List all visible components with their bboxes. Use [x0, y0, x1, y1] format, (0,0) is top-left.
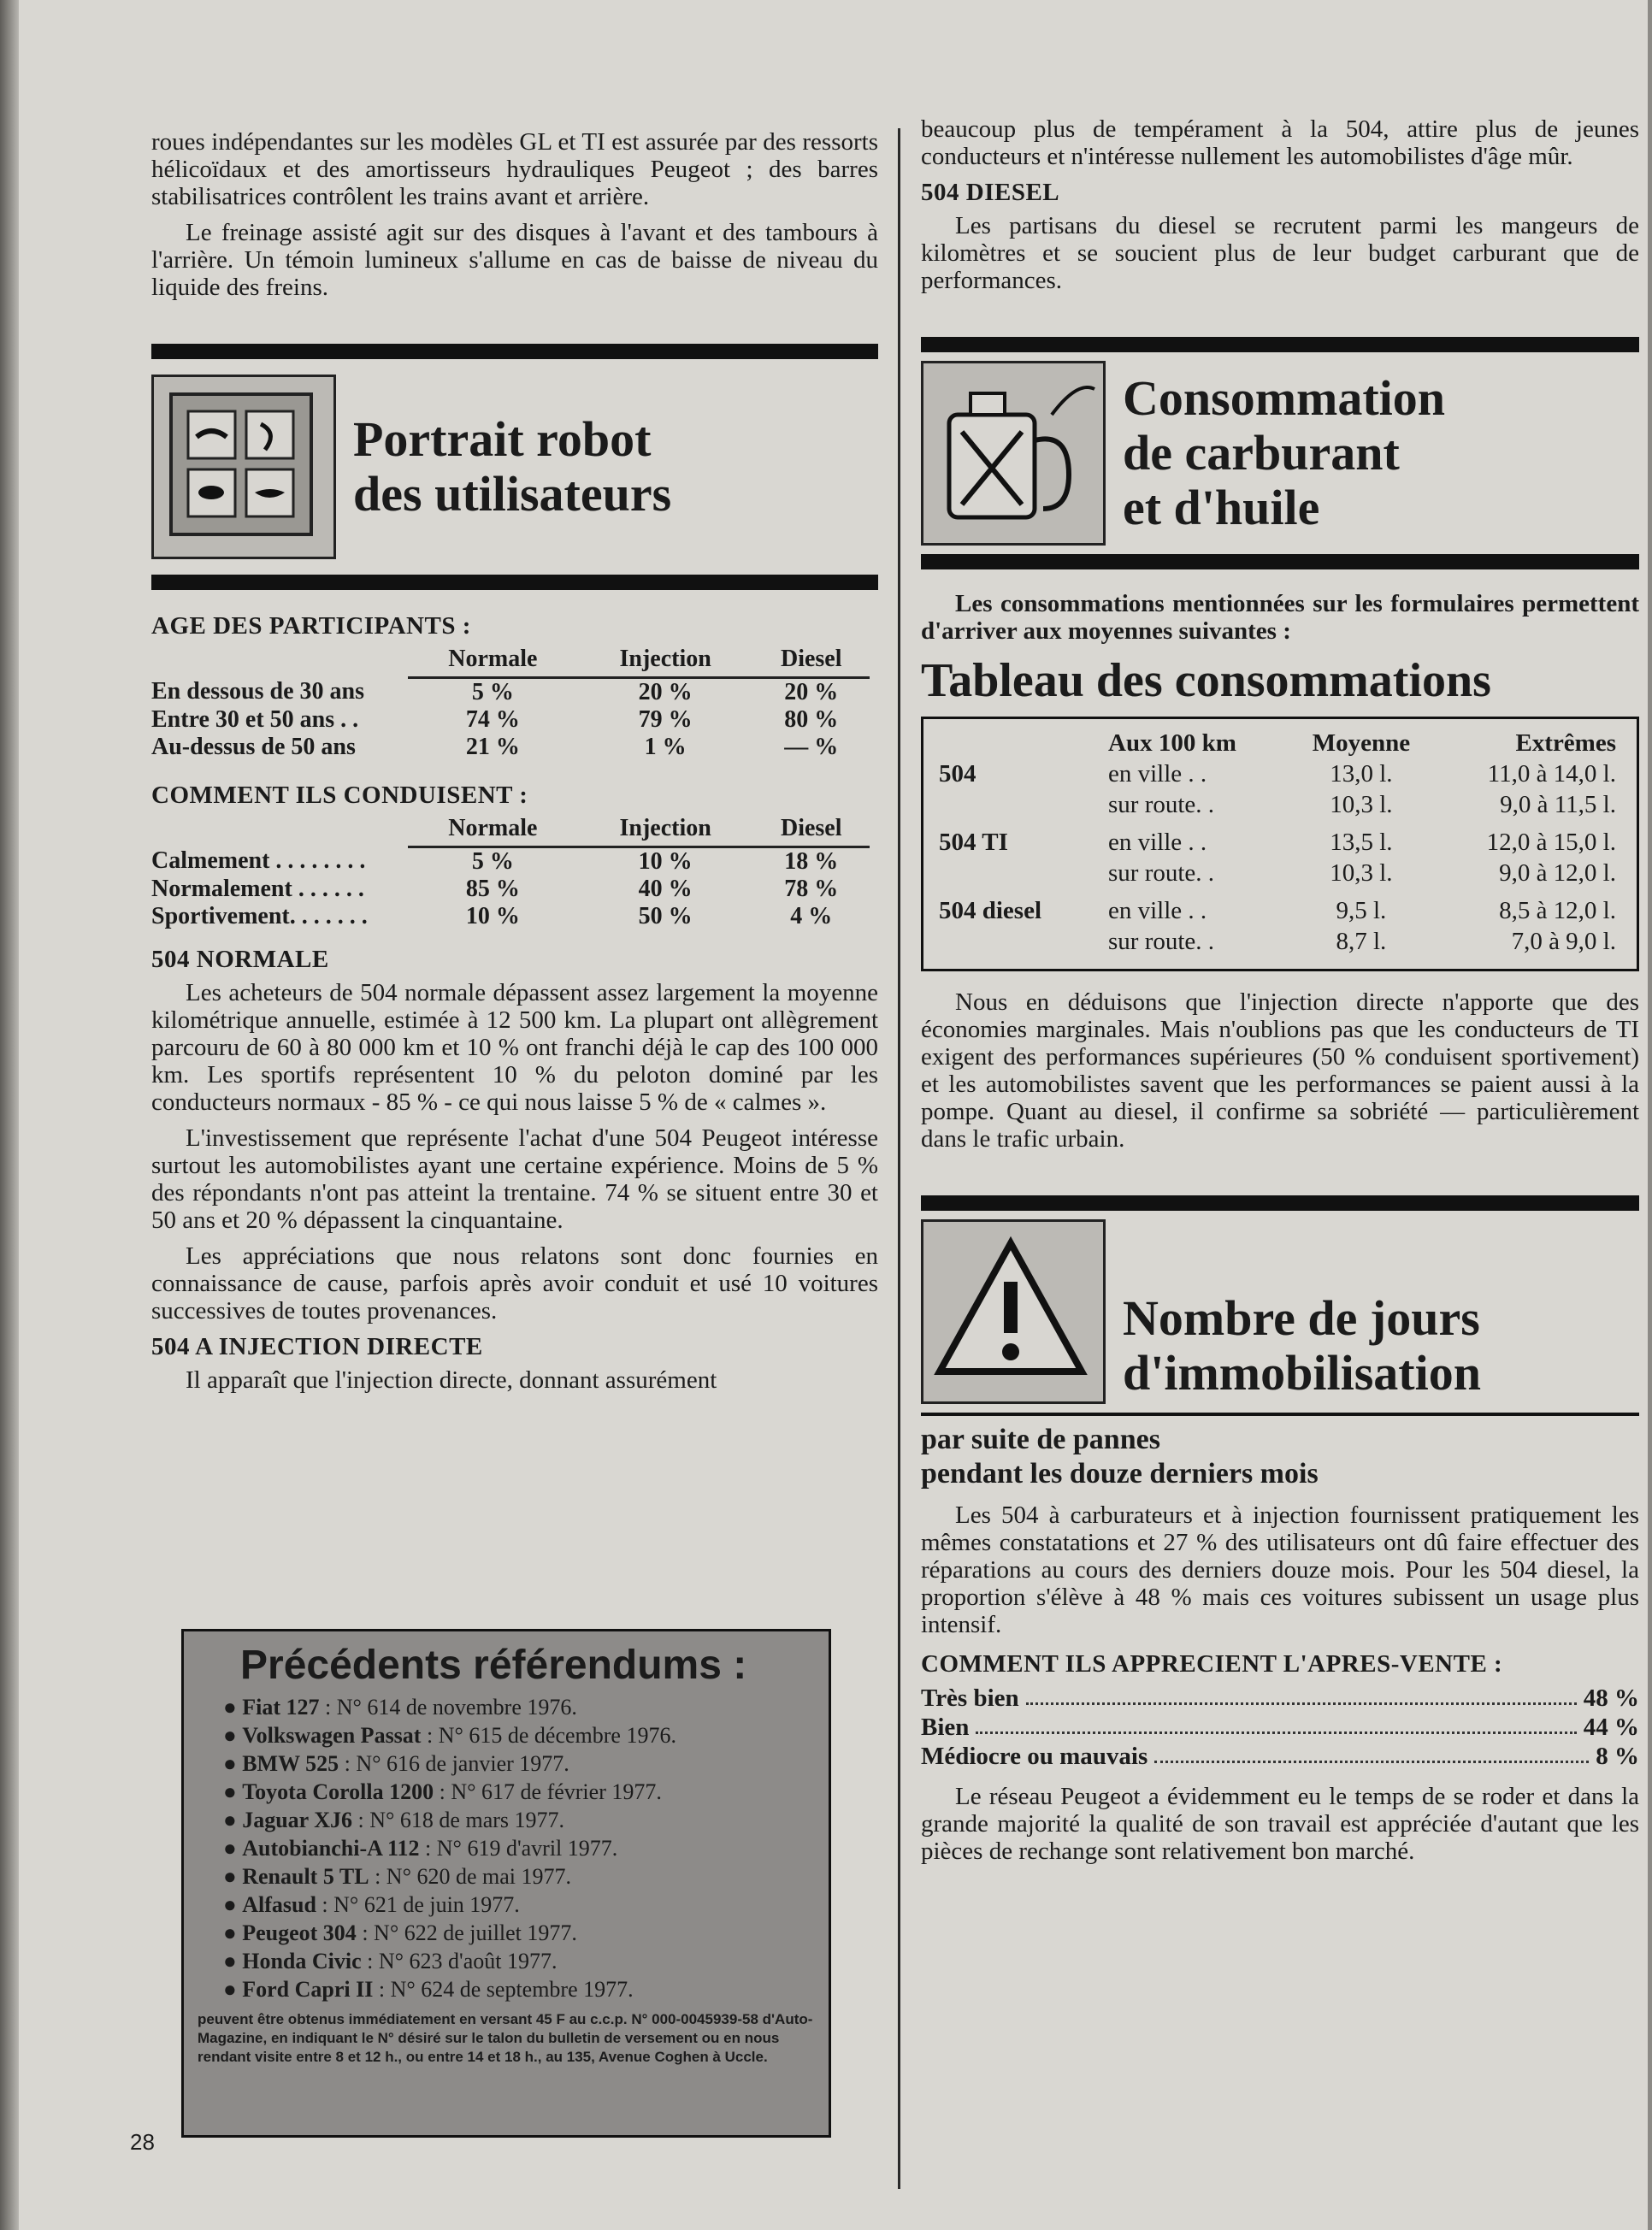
list-item: Très bien 48 %	[921, 1684, 1639, 1712]
normale-paragraph-3: Les appréciations que nous relatons sont donc fournies en connaissance de cause, parfois après avoir conduit et usé 10 voitures successives de toutes provenances.	[151, 1242, 878, 1324]
section-bar	[921, 1413, 1639, 1416]
table-row: En dessous de 30 ans 5 % 20 % 20 %	[151, 678, 839, 705]
table-row: Au-dessus de 50 ans 21 % 1 % — %	[151, 734, 839, 760]
conso-title-line-1: Consommation	[1123, 370, 1446, 426]
consumption-table-box	[921, 717, 1639, 971]
table-row: 504 en ville . . 13,0 l. 11,0 à 14,0 l.	[939, 760, 1616, 788]
table-row: Normalement . . . . . . 85 % 40 % 78 %	[151, 876, 839, 902]
conso-intro: Les consommations mentionnées sur les formulaires permettent d'arriver aux moyennes suivantes :	[921, 590, 1639, 645]
drive-col-diesel: Diesel	[753, 815, 870, 847]
list-item: Bien 44 %	[921, 1714, 1639, 1741]
diesel-paragraph: Les partisans du diesel se recrutent parmi les mangeurs de kilomètres et se soucient plus de leur budget carburant que de performances.	[921, 212, 1639, 294]
age-table	[151, 646, 870, 761]
list-item: ● Volkswagen Passat : N° 615 de décembre 1976.	[223, 1723, 676, 1748]
cons-col-moyenne: Moyenne	[1312, 729, 1411, 757]
list-item: ● Ford Capri II : N° 624 de septembre 1977.	[223, 1977, 634, 2002]
normale-heading: 504 NORMALE	[151, 946, 329, 973]
page-edge	[0, 0, 19, 2230]
intro-paragraph-2: Le freinage assisté agit sur des disques à l'avant et des tambours à l'arrière. Un témoin lumineux s'allume en cas de baisse de niveau du liquide des freins.	[151, 219, 878, 301]
drive-col-injection: Injection	[578, 815, 753, 847]
list-item: ● Alfasud : N° 621 de juin 1977.	[223, 1892, 520, 1917]
table-row: sur route. . 10,3 l. 9,0 à 11,5 l.	[1108, 791, 1616, 818]
page-number: 28	[130, 2129, 155, 2155]
section-bar	[921, 337, 1639, 352]
referendums-note: peuvent être obtenus immédiatement en versant 45 F au c.c.p. N° 000-0045939-58 d'Auto-Magazine, en indiquant le N° désiré sur le talon du bulletin de versement ou en nous rendant visite entre 8 et 12 h., ou entre 14 et 18 h., au 135, Avenue Coghen à Uccle.	[198, 2011, 813, 2065]
conso-title-line-3: et d'huile	[1123, 480, 1320, 535]
conso-title-line-2: de carburant	[1123, 425, 1400, 481]
portrait-title-line-1: Portrait robot	[353, 411, 652, 467]
immo-subtitle-2: pendant les douze derniers mois	[921, 1458, 1319, 1490]
right-column	[921, 115, 1639, 1873]
table-row: Sportivement. . . . . . . 10 % 50 % 4 %	[151, 903, 833, 929]
immo-title-line-2: d'immobilisation	[1123, 1345, 1481, 1401]
immo-subtitle-1: par suite de pannes	[921, 1424, 1160, 1455]
face-puzzle-icon	[151, 375, 336, 559]
list-item: ● Autobianchi-A 112 : N° 619 d'avril 1977.	[223, 1836, 618, 1861]
fuel-can-icon	[921, 361, 1106, 546]
column-divider	[898, 128, 900, 2189]
immo-paragraph: Les 504 à carburateurs et à injection fournissent pratiquement les mêmes constatations et 27 % des utilisateurs ont dû faire effectuer des réparations au cours des derniers douze mois. Pour les 504 diesel, la proportion s'élève à 48 % mais ces voitures subissent un usage plus intensif.	[921, 1501, 1639, 1638]
section-bar	[151, 575, 878, 590]
age-col-normale: Normale	[408, 646, 578, 678]
drive-heading: COMMENT ILS CONDUISENT :	[151, 782, 528, 809]
section-bar	[921, 554, 1639, 569]
table-row: 504 diesel en ville . . 9,5 l. 8,5 à 12,0 l.	[939, 897, 1616, 924]
cons-col-aux100: Aux 100 km	[1108, 729, 1236, 757]
normale-paragraph-2: L'investissement que représente l'achat d'une 504 Peugeot intéresse surtout les automobilistes ayant une certaine expérience. Moins de 5 % des répondants n'ont pas atteint la trentaine. 74 % se situent entre 30 et 50 ans et 20 % dépassent la cinquantaine.	[151, 1124, 878, 1234]
portrait-section-header	[151, 375, 878, 559]
conso-paragraph: Nous en déduisons que l'injection directe n'apporte que des économies marginales. Mais n'oublions pas que les conducteurs de TI exigent des performances supérieures (50 % conduisent sportivement) et les automobilistes savent que les performances se paient aussi à la pompe. Quant au diesel, il confirme sa sobriété — particulièrement dans le trafic urbain.	[921, 988, 1639, 1153]
list-item: ● Fiat 127 : N° 614 de novembre 1976.	[223, 1695, 577, 1720]
table-row: Calmement . . . . . . . . 5 % 10 % 18 %	[151, 847, 839, 875]
section-bar	[151, 344, 878, 359]
age-col-injection: Injection	[578, 646, 753, 678]
apres-vente-heading: COMMENT ILS APPRECIENT L'APRES-VENTE :	[921, 1650, 1503, 1678]
table-row: sur route. . 10,3 l. 9,0 à 12,0 l.	[1108, 859, 1616, 887]
drive-table	[151, 815, 870, 930]
referendums-title: Précédents référendums :	[240, 1643, 747, 1688]
consumption-table	[935, 728, 1620, 957]
list-item: ● BMW 525 : N° 616 de janvier 1977.	[223, 1751, 569, 1776]
immo-title-line-1: Nombre de jours	[1123, 1290, 1480, 1346]
list-item: Médiocre ou mauvais 8 %	[921, 1743, 1639, 1770]
list-item: ● Renault 5 TL : N° 620 de mai 1977.	[223, 1864, 571, 1889]
portrait-title-line-2: des utilisateurs	[353, 466, 672, 522]
cons-col-extremes: Extrêmes	[1515, 729, 1616, 757]
injection-continued: beaucoup plus de tempérament à la 504, attire plus de jeunes conducteurs et n'intéresse nullement les automobilistes d'âge mûr.	[921, 115, 1639, 170]
table-row: sur route. . 8,7 l. 7,0 à 9,0 l.	[1108, 928, 1616, 955]
left-column	[151, 128, 878, 1402]
diesel-heading: 504 DIESEL	[921, 179, 1060, 206]
drive-col-normale: Normale	[408, 815, 578, 847]
referendums-box	[181, 1629, 831, 2138]
age-col-diesel: Diesel	[753, 646, 870, 678]
normale-paragraph-1: Les acheteurs de 504 normale dépassent assez largement la moyenne kilométrique annuelle, estimée à 12 500 km. La plupart ont allègrement parcouru de 60 à 80 000 km et 10 % ont franchi déjà le cap des 100 000 km. Les sportifs représentent 10 % du peloton dominé par les conducteurs normaux - 85 % - ce qui nous laisse 5 % de « calmes ».	[151, 979, 878, 1116]
magazine-page	[19, 0, 1648, 2230]
list-item: ● Peugeot 304 : N° 622 de juillet 1977.	[223, 1920, 577, 1945]
final-paragraph: Le réseau Peugeot a évidemment eu le temps de se roder et dans la grande majorité la qualité de son travail est appréciée d'autant que les pièces de rechange sont relativement bon marché.	[921, 1783, 1639, 1865]
section-bar	[921, 1195, 1639, 1211]
table-row: Entre 30 et 50 ans . . 74 % 79 % 80 %	[151, 706, 839, 733]
intro-paragraph-1: roues indépendantes sur les modèles GL et TI est assurée par des ressorts hélicoïdaux et des amortisseurs hydrauliques Peugeot ; des barres stabilisatrices contrôlent les trains avant et arrière.	[151, 128, 878, 210]
tableau-title: Tableau des consommations	[921, 654, 1491, 707]
list-item: ● Honda Civic : N° 623 d'août 1977.	[223, 1949, 558, 1973]
immobilisation-section-header	[921, 1219, 1639, 1404]
table-row: 504 TI en ville . . 13,5 l. 12,0 à 15,0 l.	[939, 829, 1616, 856]
list-item: ● Toyota Corolla 1200 : N° 617 de février 1977.	[223, 1779, 662, 1804]
injection-paragraph-1: Il apparaît que l'injection directe, donnant assurément	[186, 1366, 717, 1394]
injection-heading: 504 A INJECTION DIRECTE	[151, 1333, 483, 1360]
warning-sign-icon	[921, 1219, 1106, 1404]
consumption-section-header	[921, 361, 1639, 546]
age-heading: AGE DES PARTICIPANTS :	[151, 612, 471, 640]
list-item: ● Jaguar XJ6 : N° 618 de mars 1977.	[223, 1808, 565, 1832]
